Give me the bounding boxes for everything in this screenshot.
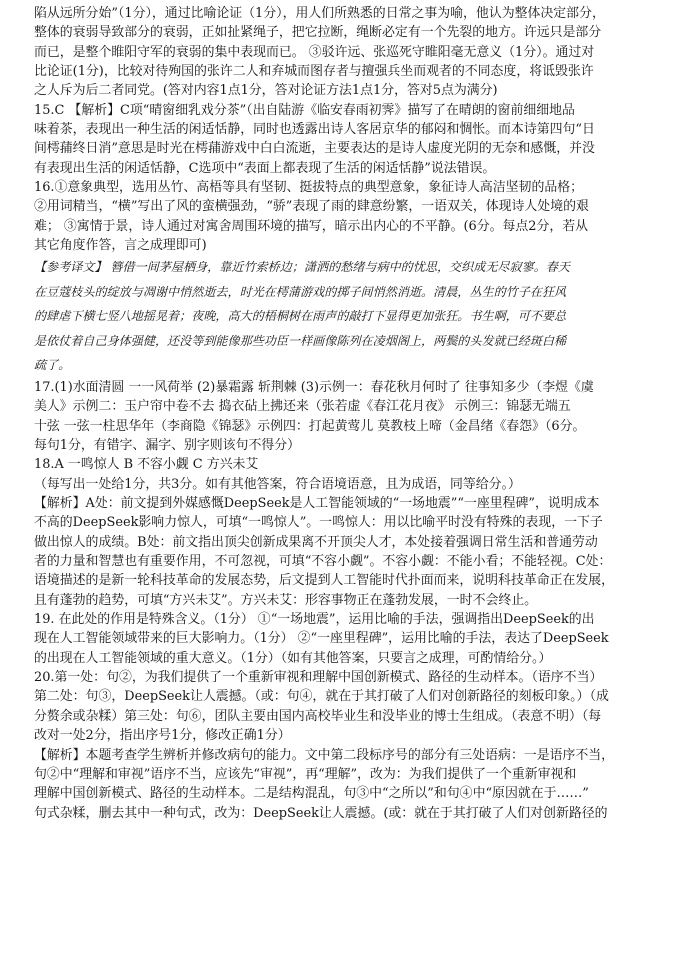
text-line-a-7: 味着茶，表现出一种生活的闲适恬静，同时也透露出诗人客居京华的郁闷和惆怅。而本诗第四句“日 — [34, 122, 595, 138]
text-line-a-10: 16.①意象典型，选用丛竹、高梧等具有坚韧、挺拔特点的典型意象，象征诗人高洁坚韧的品格； — [34, 180, 584, 196]
text-line-b-16: 20.第一处：句②，为我们提供了一个重新审视和理解中国创新模式、路径的生动样本。（语序不当） — [34, 670, 603, 686]
text-line-a-6: 15.C 【解析】C项“晴窗细乳戏分茶”（出自陆游《临安春雨初霁》描写了在晴朗的窗前细细地品 — [34, 102, 575, 118]
text-line-b-12: 且有蓬勃的趋势，可填“方兴未艾”。方兴未艾：形容事物正在蓬勃发展，一时不会终止。 — [34, 592, 538, 608]
text-line-b-2: 美人》示例二：玉户帘中卷不去 捣衣砧上拂还来（张若虚《春江花月夜》 示例三：锦瑟无端五 — [34, 399, 571, 415]
text-line-b-8: 不高的DeepSeek影响力惊人，可填“一鸣惊人”。一鸣惊人：用以比喻平时没有特殊的表现，一下子 — [34, 515, 603, 531]
text-line-b-10: 者的力量和智慧也有重要作用，不可忽视，可填“不容小觑”。不容小觑：不能小看；不能轻视。C处： — [34, 554, 612, 570]
translation-line-1: 【参考译文】 簪借一间茅屋栖身，靠近竹索桥边；潇洒的愁绪与病中的忧思，交织成无尽寂寥。春天 — [34, 260, 570, 275]
text-line-b-19: 改对一处2分，指出序号1分，修改正确1分） — [34, 728, 291, 744]
translation-line-2: 在豆蔻枝头的绽放与凋谢中悄然逝去，时光在樗蒲游戏的掷子间悄然消逝。清晨，丛生的竹子在狂风 — [34, 284, 567, 299]
text-line-b-18: 分赘余或杂糅）第三处：句⑥，团队主要由国内高校毕业生和没毕业的博士生组成。（表意不明）（每 — [34, 708, 602, 724]
text-line-a-4: 比论证(1分)，比较对待殉国的张许二人和弃城而图存者与擅强兵坐而观者的不同态度，将诋毁张许 — [34, 64, 594, 80]
text-line-b-9: 做出惊人的成绩。B处：前文指出顶尖创新成果离不开顶尖人才，本处接着强调日常生活和普通劳动 — [34, 534, 598, 550]
text-line-b-11: 语境描述的是新一轮科技革命的发展态势，后文提到人工智能时代扑面而来，说明科技革命正在发展， — [34, 573, 615, 589]
text-line-b-5: 18.A 一鸣惊人 B 不容小觑 C 方兴未艾 — [34, 457, 259, 473]
text-line-b-20: 【解析】本题考查学生辨析并修改病句的能力。文中第二段标序号的部分有三处语病：一是语序不当， — [34, 747, 615, 763]
text-line-b-23: 句式杂糅，删去其中一种句式，改为：DeepSeek让人震撼。(或：就在于其打破了人们对创新路径的 — [34, 805, 608, 821]
answer-section-14-16 — [34, 4, 662, 255]
text-line-a-8: 间樗蒱终日消”意思是时光在樗蒱游戏中白白流逝，主要表达的是诗人虚度光阴的无奈和感慨，并没 — [34, 141, 595, 157]
text-line-b-7: 【解析】A处：前文提到外媒感慨DeepSeek是人工智能领域的“一场地震”“一座里程碑”，说明成本 — [34, 496, 600, 512]
reference-translation — [34, 255, 662, 378]
text-line-a-13: 其它角度作答，言之成理即可) — [34, 238, 207, 254]
text-line-b-4: 每句1分，有错字、漏字、别字则该句不得分） — [34, 438, 301, 453]
text-line-b-1: 17.(1)水面清圆 一一风荷举 (2)暴霜露 斩荆棘 (3)示例一：春花秋月何时了 往事知多少（李煜《虞 — [34, 379, 594, 395]
text-line-a-12: 难； ③寓情于景，诗人通过对寓舍周围环境的描写，暗示出内心的不平静。(6分。每点2分，若从 — [34, 218, 589, 234]
text-line-b-21: 句②中“理解和审视”语序不当，应该先“审视”，再“理解”，改为：为我们提供了一个重新审视和 — [34, 766, 577, 782]
text-line-a-9: 有表现出生活的闲适恬静，C选项中“表面上都表现了生活的闲适恬静”说法错误。 — [34, 160, 496, 176]
text-line-b-3: 十弦 一弦一柱思华年（李商隐《锦瑟》示例四：打起黄莺儿 莫教枝上啼（金昌绪《春怨》（6分。 — [34, 418, 586, 434]
text-line-b-14: 现在人工智能领域带来的巨大影响力。（1分） ②“一座里程碑”，运用比喻的手法，表达了DeepSeek — [34, 631, 609, 647]
text-line-b-6: （每写出一处给1分，共3分。如有其他答案，符合语境语意，且为成语，同等给分。） — [34, 476, 521, 492]
text-line-b-13: 19. 在此处的作用是特殊含义。（1分） ①“一场地震”，运用比喻的手法，强调指出DeepSeek的出 — [34, 612, 595, 628]
text-line-a-5: 之人斥为后二者同党。(答对内容1点1分，答对论证方法1点1分，答对5点为满分) — [34, 83, 498, 99]
translation-line-3: 的肆虐下横七竖八地摇晃着；夜晚，高大的梧桐树在雨声的敲打下显得更加张狂。书生啊，可不要总 — [34, 309, 567, 324]
text-line-b-22: 理解中国创新模式、路径的生动样本。二是结构混乱，句③中“之所以”和句④中“原因就在于……” — [34, 786, 589, 802]
text-line-a-3: 而已，是整个睢阳守军的衰弱的集中表现而已。 ③驳许远、张巡死守睢阳毫无意义（1分）。通过对 — [34, 44, 595, 60]
text-line-a-11: ②用词精当，“横”写出了风的蛮横强劲，“骄”表现了雨的肆意纷繁，一语双关，体现诗人处境的艰 — [34, 199, 589, 215]
text-line-a-1: 陷从远所分始”（1分），通过比喻论证（1分），用人们所熟悉的日常之事为喻，他认为整体决定部分， — [34, 6, 605, 21]
text-line-b-15: 的出现在人工智能领域的重大意义。（1分）（如有其他答案，只要言之成理，可酌情给分。） — [34, 650, 552, 666]
translation-line-5: 疏了。 — [34, 358, 71, 373]
translation-line-4: 是依仗着自己身体强健，还没等到能像那些功臣一样画像陈列在凌烟阁上，两鬓的头发就已经斑白稀 — [34, 333, 567, 348]
text-line-b-17: 第二处：句③，DeepSeek让人震撼。（或：句④，就在于其打破了人们对创新路径的刻板印象。）（成 — [34, 689, 609, 705]
answer-section-17-20 — [34, 378, 662, 823]
text-line-a-2: 整体的衰弱导致部分的衰弱，正如扯紧绳子，把它拉断，绳断必定有一个先裂的地方。许远只是部分 — [34, 25, 602, 41]
